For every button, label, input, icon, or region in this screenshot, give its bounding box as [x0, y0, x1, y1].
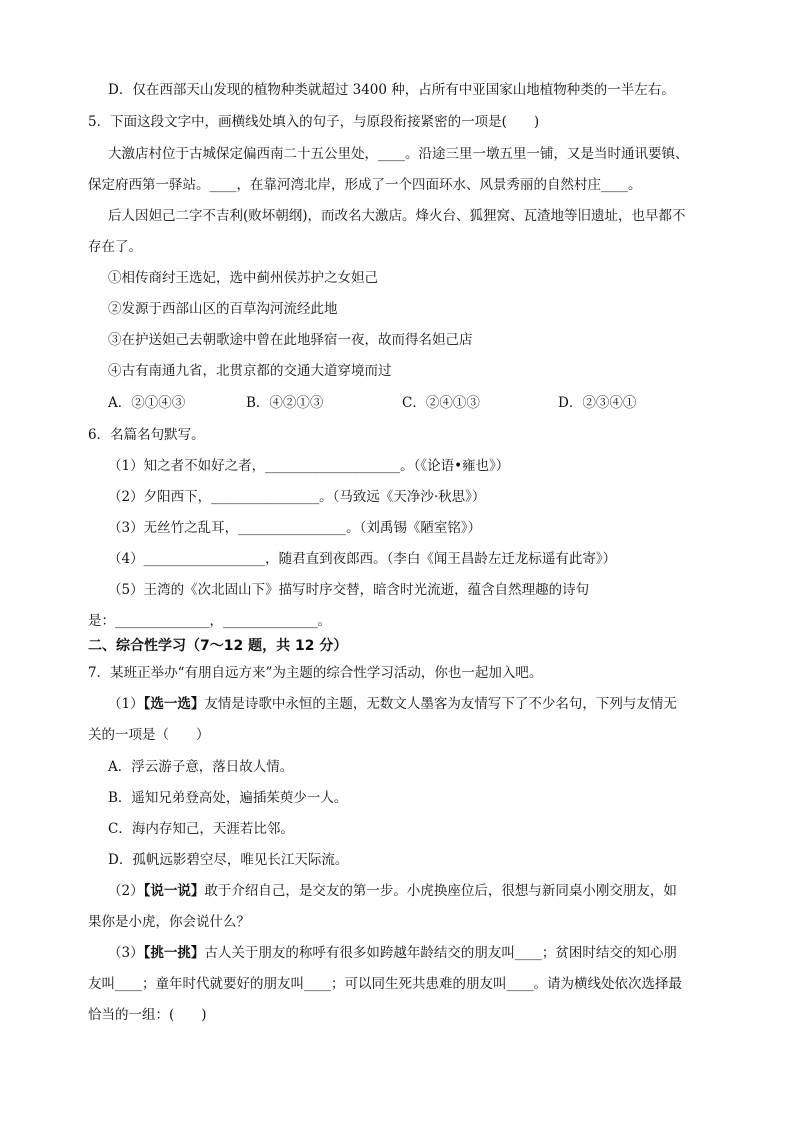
- q6-line4: （4）__________________，随君直到夜郎西。（李白《闻王昌龄左迁龙标遥有此寄》）: [108, 551, 617, 567]
- q7-sub3-line1: [108, 943, 677, 963]
- q7-sub2-prefix: （2）: [108, 883, 144, 899]
- q7-sub1-line1: [108, 694, 677, 714]
- q6-stem: 6．名篇名句默写。: [88, 427, 205, 443]
- q7-sub1-tag: 【选一选】: [143, 696, 205, 712]
- q5-option-c[interactable]: C．②④①③: [402, 395, 480, 411]
- q5-item3: ③在护送妲己去朝歌途中曾在此地驿宿一夜，故而得名妲己店: [108, 332, 473, 348]
- q7-sub3-tag: 【挑一挑】: [143, 945, 205, 961]
- q7-sub1-option-d[interactable]: D．孤帆远影碧空尽，唯见长江天际流。: [108, 852, 349, 868]
- q7-sub3-line2: 友叫____；童年时代就要好的朋友叫____；可以同生死共患难的朋友叫____。请为横线处依次选择最: [88, 976, 682, 992]
- q5-option-b[interactable]: B．④②①③: [246, 395, 324, 411]
- q5-item1: ①相传商纣王选妃，选中蓟州侯苏护之女妲己: [108, 270, 378, 286]
- q7-sub1-option-a[interactable]: A．浮云游子意，落日故人情。: [108, 759, 294, 775]
- q4-option-d: D．仅在西部天山发现的植物种类就超过 3400 种，占所有中亚国家山地植物种类的一半左右。: [108, 82, 675, 98]
- q7-sub2-text: 敢于介绍自己，是交友的第一步。小虎换座位后，很想与新同桌小刚交朋友，如: [204, 883, 677, 899]
- q6-line2: （2）夕阳西下，________________。（马致远《天净沙·秋思》）: [108, 489, 486, 505]
- q6-line6: 是：______________，______________。: [88, 613, 331, 629]
- q7-sub2-line2: 果你是小虎，你会说什么？: [88, 914, 250, 930]
- q5-option-d[interactable]: D．②③④①: [558, 395, 637, 411]
- q7-sub1-text: 友情是诗歌中永恒的主题，无数文人墨客为友情写下了不少名句，下列与友情无: [204, 696, 677, 712]
- q7-sub2-line1: [108, 881, 677, 901]
- q7-sub1-option-c[interactable]: C．海内存知己，天涯若比邻。: [108, 821, 294, 837]
- q7-sub1-option-b[interactable]: B．遥知兄弟登高处，遍插茱萸少一人。: [108, 790, 348, 806]
- q5-item2: ②发源于西部山区的百草沟河流经此地: [108, 301, 338, 317]
- q7-sub1-line2: 关的一项是（ ）: [88, 727, 210, 743]
- q5-option-a[interactable]: A．②①④③: [108, 395, 186, 411]
- q6-line3: （3）无丝竹之乱耳，________________。（刘禹锡《陋室铭》）: [108, 520, 482, 536]
- q5-stem: 5．下面这段文字中，画横线处填入的句子，与原段衔接紧密的一项是( ): [88, 114, 540, 130]
- q6-line1: （1）知之者不如好之者，____________________。（《论语•雍也》）: [108, 458, 510, 474]
- q6-line5: （5）王湾的《次北固山下》描写时序交替，暗含时光流逝，蕴含自然理趣的诗句: [108, 582, 590, 598]
- q5-para1-line1: 大激店村位于古城保定偏西南二十五公里处，____。沿途三里一墩五里一铺，又是当时通讯要镇、: [108, 146, 689, 162]
- q5-item4: ④古有南通九省，北贯京都的交通大道穿境而过: [108, 363, 392, 379]
- q7-sub2-tag: 【说一说】: [143, 883, 205, 899]
- q5-para2-line2: 存在了。: [88, 239, 142, 255]
- q7-sub3-line3: 恰当的一组：( ): [88, 1007, 207, 1023]
- q7-sub3-prefix: （3）: [108, 945, 144, 961]
- q7-sub3-text: 古人关于朋友的称呼有很多如跨越年龄结交的朋友叫____；贫困时结交的知心朋: [204, 945, 677, 961]
- q7-sub1-prefix: （1）: [108, 696, 144, 712]
- q5-para2-line1: 后人因妲己二字不吉利(败坏朝纲)，而改名大激店。烽火台、狐狸窝、瓦渣地等旧遗址，也早都不: [108, 208, 686, 224]
- q5-para1-line2: 保定府西第一驿站。____，在靠河湾北岸，形成了一个四面环水、风景秀丽的自然村庄____。: [88, 177, 642, 193]
- section2-heading: 二、综合性学习（7～12 题，共 12 分）: [88, 638, 348, 654]
- q7-stem: 7．某班正举办“有朋自远方来”为主题的综合性学习活动，你也一起加入吧。: [88, 665, 543, 681]
